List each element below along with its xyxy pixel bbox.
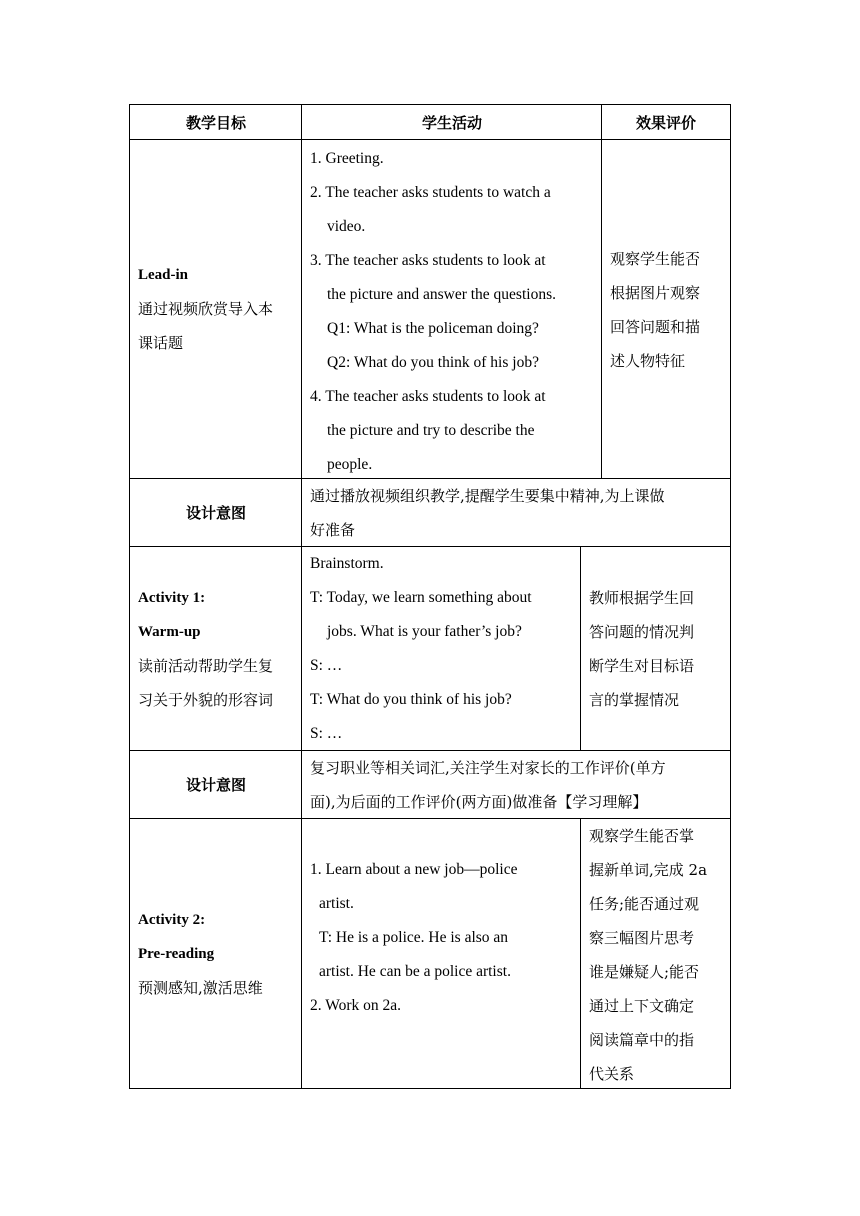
lead-in-evaluation [602, 140, 730, 478]
lead-in-activities [302, 140, 602, 478]
lead-in-goal [130, 140, 302, 478]
eval-line: 回答问题和描 [610, 318, 701, 336]
design-line: 复习职业等相关词汇,关注学生对家长的工作评价(单方 [310, 759, 666, 777]
activity-1-row [129, 546, 731, 750]
activity-1-desc-1: 读前活动帮助学生复 [138, 656, 274, 675]
list-item: T: Today, we learn something about [310, 589, 532, 606]
list-item: 2. The teacher asks students to watch a [310, 184, 551, 201]
header-row [129, 104, 731, 139]
design-intent-row-2 [129, 750, 731, 818]
eval-line: 断学生对目标语 [589, 657, 695, 675]
list-item: S: … [310, 657, 343, 674]
eval-line: 根据图片观察 [610, 284, 701, 302]
eval-line: 答问题的情况判 [589, 623, 695, 641]
header-evaluation: 效果评价 [635, 113, 696, 132]
activity-1-subtitle: Warm-up [138, 623, 201, 640]
activity-2-title: Activity 2: [138, 911, 206, 928]
list-item: jobs. What is your father’s job? [327, 623, 522, 640]
activity-2-row [129, 818, 731, 1089]
list-item: Q1: What is the policeman doing? [327, 320, 539, 337]
design-intent-label-1: 设计意图 [185, 504, 246, 522]
lead-in-row [129, 139, 731, 478]
design-intent-row-1 [129, 478, 731, 546]
eval-line: 察三幅图片思考 [589, 929, 695, 947]
eval-line: 谁是嫌疑人;能否 [589, 963, 700, 981]
lead-in-title: Lead-in [138, 267, 189, 283]
activity-1-goal [130, 547, 302, 750]
design-intent-label-2: 设计意图 [185, 776, 246, 794]
lead-in-desc-1: 通过视频欣赏导入本 [138, 300, 274, 318]
eval-line: 通过上下文确定 [589, 997, 695, 1015]
eval-line: 观察学生能否 [610, 250, 701, 268]
eval-line: 代关系 [589, 1065, 635, 1083]
list-item: artist. [319, 895, 354, 912]
eval-line: 观察学生能否掌 [589, 827, 695, 845]
eval-line: 握新单词,完成 2a [589, 861, 708, 879]
design-intent-text-2 [302, 751, 730, 818]
list-item: the picture and try to describe the [327, 422, 535, 439]
list-item: S: … [310, 725, 343, 742]
design-intent-text-1 [302, 479, 730, 546]
design-line: 通过播放视频组织教学,提醒学生要集中精神,为上课做 [310, 487, 665, 505]
lesson-plan-table [129, 104, 731, 1089]
list-item: Q2: What do you think of his job? [327, 354, 539, 371]
list-item: 1. Greeting. [310, 150, 384, 167]
activity-1-desc-2: 习关于外貌的形容词 [138, 690, 274, 709]
activity-2-subtitle: Pre-reading [138, 945, 215, 962]
design-line: 好准备 [310, 521, 356, 539]
list-item: artist. He can be a police artist. [319, 963, 511, 980]
list-item: the picture and answer the questions. [327, 286, 556, 303]
lead-in-desc-2: 课话题 [138, 334, 184, 352]
eval-line: 教师根据学生回 [589, 589, 695, 607]
list-item: 2. Work on 2a. [310, 997, 402, 1014]
activity-2-activities [302, 819, 581, 1088]
activity-2-desc: 预测感知,激活思维 [138, 978, 263, 997]
header-student-activity: 学生活动 [421, 113, 482, 132]
list-item: T: What do you think of his job? [310, 691, 512, 708]
list-item: Brainstorm. [310, 555, 384, 572]
activity-1-title: Activity 1: [138, 589, 206, 606]
eval-line: 述人物特征 [610, 352, 686, 370]
list-item: 4. The teacher asks students to look at [310, 388, 546, 405]
list-item: T: He is a police. He is also an [319, 929, 509, 946]
activity-1-evaluation [581, 547, 730, 750]
header-teaching-goal: 教学目标 [185, 113, 246, 132]
eval-line: 任务;能否通过观 [589, 895, 700, 913]
design-line: 面),为后面的工作评价(两方面)做准备【学习理解】 [310, 793, 648, 811]
list-item: 1. Learn about a new job—police [310, 861, 518, 878]
list-item: 3. The teacher asks students to look at [310, 252, 546, 269]
activity-1-activities [302, 547, 581, 750]
activity-2-goal [130, 819, 302, 1088]
list-item: video. [327, 218, 366, 235]
eval-line: 阅读篇章中的指 [589, 1031, 695, 1049]
eval-line: 言的掌握情况 [589, 691, 680, 709]
activity-2-evaluation [581, 819, 730, 1088]
list-item: people. [327, 456, 373, 473]
